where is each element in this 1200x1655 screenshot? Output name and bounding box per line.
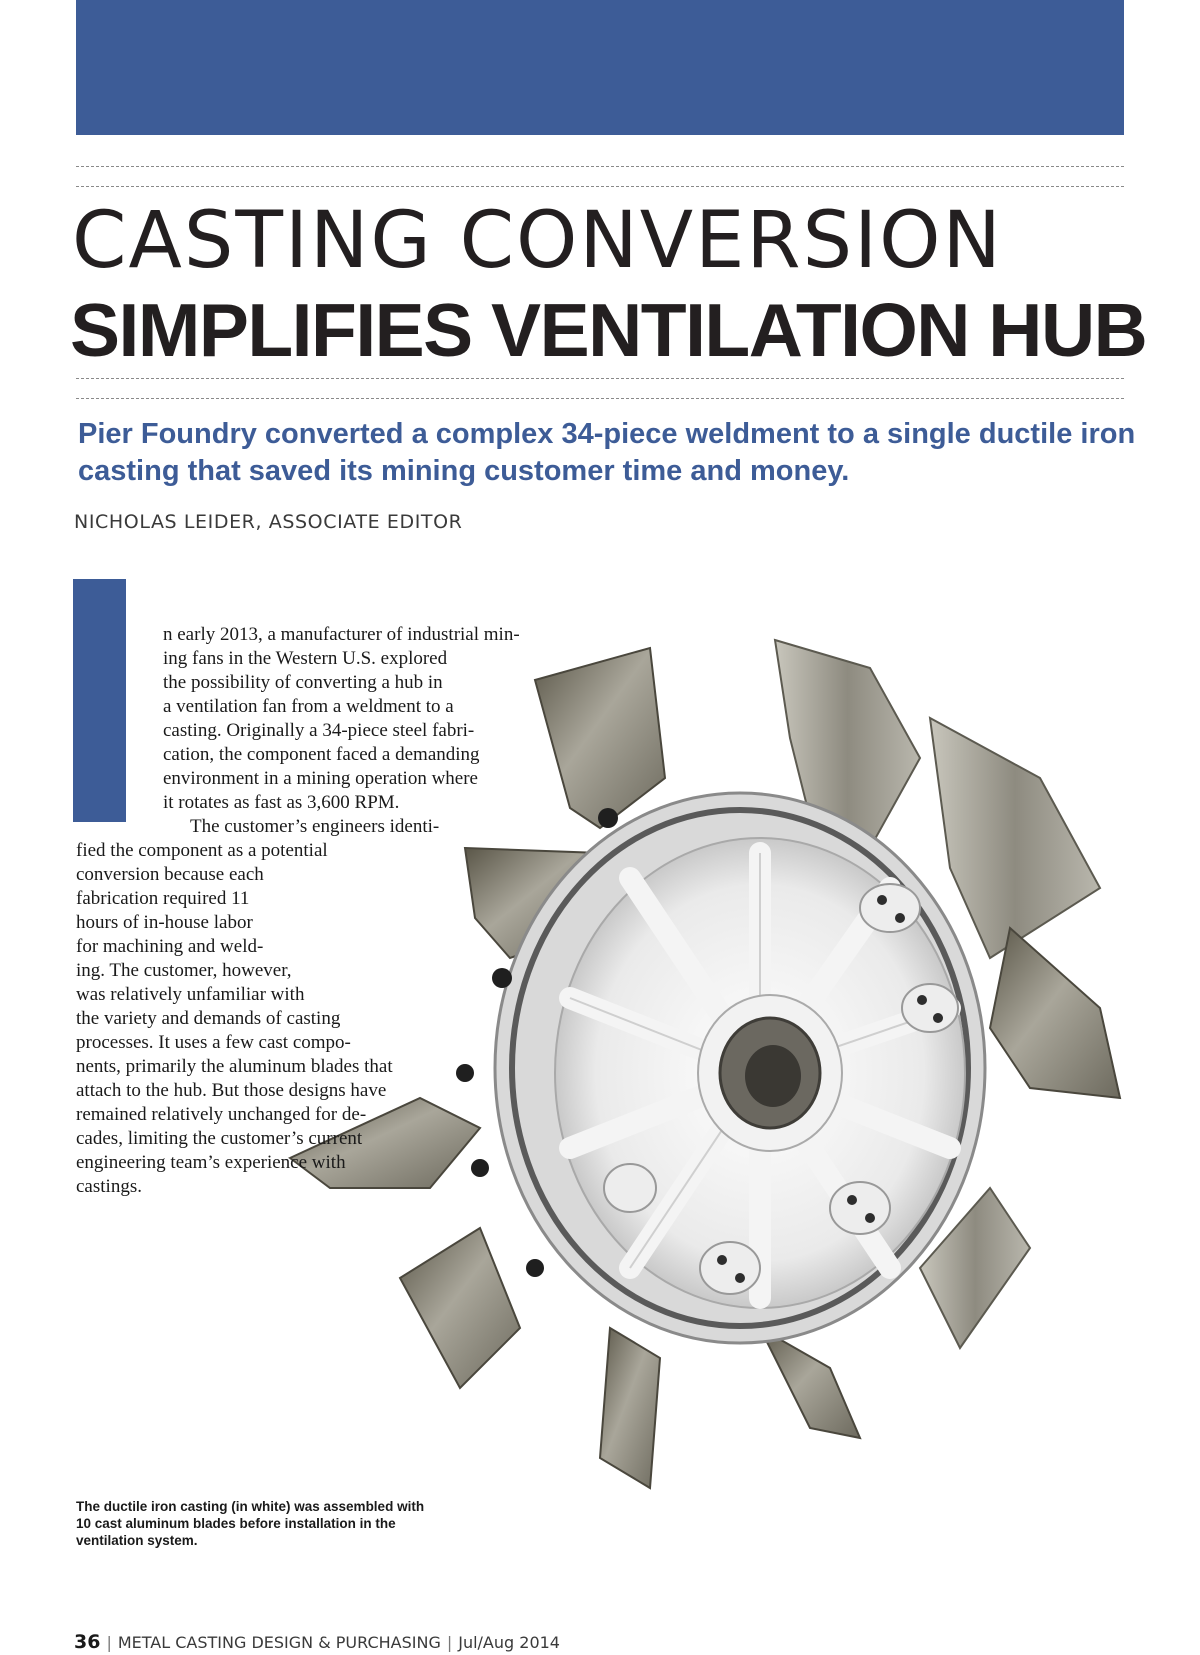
body-line: processes. It uses a few cast compo- bbox=[76, 1032, 351, 1053]
body-line: for machining and weld- bbox=[76, 936, 264, 957]
issue-date: Jul/Aug 2014 bbox=[458, 1633, 560, 1652]
body-line: cades, limiting the customer’s current bbox=[76, 1128, 363, 1149]
rule-dashed-1 bbox=[76, 166, 1124, 167]
photo-caption: The ductile iron casting (in white) was assembled with 10 cast aluminum blades before installation in the ventilation system. bbox=[76, 1499, 425, 1548]
body-line: nents, primarily the aluminum blades that bbox=[76, 1056, 393, 1077]
body-line: a ventilation fan from a weldment to a bbox=[163, 696, 454, 717]
body-line: castings. bbox=[76, 1176, 142, 1197]
body-line: fied the component as a potential bbox=[76, 840, 328, 861]
publication-name: METAL CASTING DESIGN & PURCHASING bbox=[117, 1633, 441, 1652]
page-footer: 36 | METAL CASTING DESIGN & PURCHASING | Jul/Aug 2014 bbox=[74, 1631, 560, 1653]
body-line: attach to the hub. But those designs have bbox=[76, 1080, 387, 1101]
body-line: ing. The customer, however, bbox=[76, 960, 292, 981]
body-line: it rotates as fast as 3,600 RPM. bbox=[163, 792, 400, 813]
byline: NICHOLAS LEIDER, ASSOCIATE EDITOR bbox=[74, 511, 463, 533]
body-line: ing fans in the Western U.S. explored bbox=[163, 648, 448, 669]
body-line: The customer’s engineers identi- bbox=[190, 816, 440, 837]
article-deck: Pier Foundry converted a complex 34-piece weldment to a single ductile iron casting that saved its mining customer time and money. bbox=[78, 418, 1136, 487]
body-line: hours of in-house labor bbox=[76, 912, 253, 933]
body-line: cation, the component faced a demanding bbox=[163, 744, 480, 765]
body-line: n early 2013, a manufacturer of industrial min- bbox=[163, 624, 520, 645]
title-line-2: SIMPLIFIES VENTILATION HUB bbox=[70, 288, 1147, 372]
body-line: was relatively unfamiliar with bbox=[76, 984, 305, 1005]
title-line-1: CASTING CONVERSION bbox=[72, 196, 1003, 286]
rule-dashed-4 bbox=[76, 398, 1124, 399]
header-color-band bbox=[76, 0, 1124, 135]
page-number: 36 bbox=[74, 1631, 101, 1653]
body-line: casting. Originally a 34-piece steel fabri- bbox=[163, 720, 475, 741]
drop-cap-letter-i bbox=[73, 579, 126, 822]
body-line: engineering team’s experience with bbox=[76, 1152, 346, 1173]
body-line: the variety and demands of casting bbox=[76, 1008, 341, 1029]
body-line: environment in a mining operation where bbox=[163, 768, 478, 789]
body-line: fabrication required 11 bbox=[76, 888, 250, 909]
body-line: remained relatively unchanged for de- bbox=[76, 1104, 367, 1125]
rule-dashed-3 bbox=[76, 378, 1124, 379]
body-line: conversion because each bbox=[76, 864, 264, 885]
rule-dashed-2 bbox=[76, 186, 1124, 187]
body-line: the possibility of converting a hub in bbox=[163, 672, 443, 693]
